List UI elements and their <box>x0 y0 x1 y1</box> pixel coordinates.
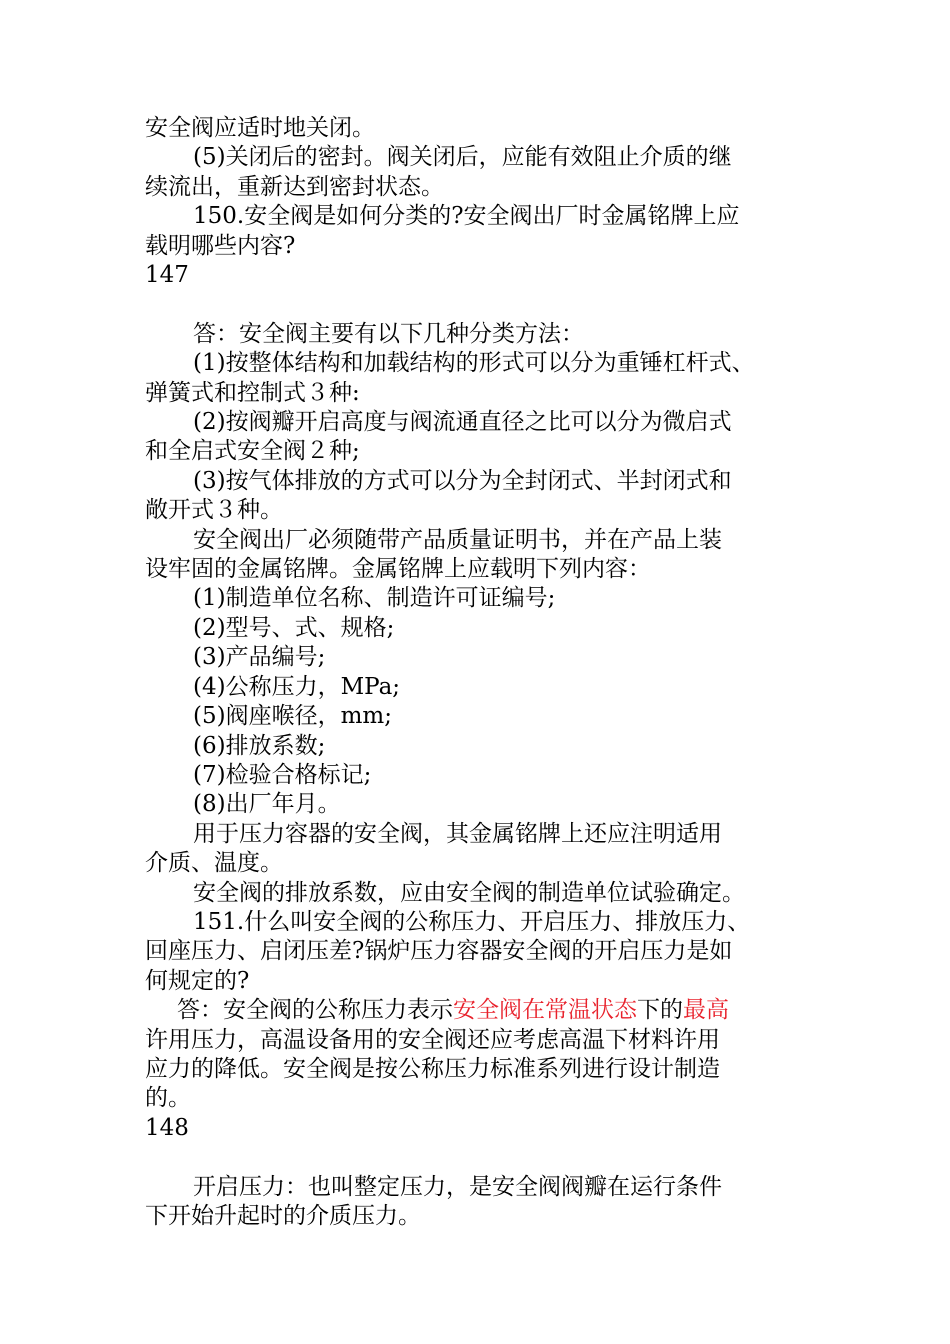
answer-line: 答：安全阀主要有以下几种分类方法： <box>193 320 584 347</box>
list-item: 和全启式安全阀２种; <box>145 438 360 465</box>
question-heading: 151.什么叫安全阀的公称压力、开启压力、排放压力、 <box>193 908 751 935</box>
list-item: (8)出厂年月。 <box>193 791 341 818</box>
answer-line <box>145 996 820 1025</box>
list-item: 弹簧式和控制式３种: <box>145 379 360 406</box>
paragraph-line: 的。 <box>145 1085 191 1112</box>
answer-text: 下的 <box>637 997 683 1024</box>
paragraph-line: 用于压力容器的安全阀，其金属铭牌上还应注明适用 <box>193 820 722 847</box>
paragraph-line: (5)关闭后的密封。阀关闭后，应能有效阻止介质的继 <box>193 144 732 171</box>
list-item: (4)公称压力，MPa; <box>193 673 401 700</box>
highlighted-text: 最高 <box>683 997 729 1024</box>
question-heading: 何规定的? <box>145 967 250 994</box>
blank-line <box>145 290 820 319</box>
list-item: (5)阀座喉径，mm; <box>193 703 392 730</box>
list-item: (2)型号、式、规格; <box>193 614 395 641</box>
paragraph-line: 设牢固的金属铭牌。金属铭牌上应载明下列内容： <box>145 556 651 583</box>
list-item: (6)排放系数; <box>193 732 326 759</box>
paragraph-line: 安全阀应适时地关闭。 <box>145 115 375 141</box>
paragraph-line: 安全阀的排放系数，应由安全阀的制造单位试验确定。 <box>193 879 745 906</box>
highlighted-text: 安全阀在常温状态 <box>453 997 637 1024</box>
paragraph-line: 安全阀出厂必须随带产品质量证明书，并在产品上装 <box>193 526 722 553</box>
paragraph-line: 许用压力，高温设备用的安全阀还应考虑高温下材料许用 <box>145 1026 720 1053</box>
paragraph-line: 下开始升起时的介质压力。 <box>145 1203 421 1229</box>
page-number: 148 <box>145 1114 189 1141</box>
question-heading: 载明哪些内容? <box>145 232 296 259</box>
paragraph-line: 介质、温度。 <box>145 850 283 877</box>
list-item: (1)按整体结构和加载结构的形式可以分为重锤杠杆式、 <box>193 350 755 377</box>
paragraph-line: 应力的降低。安全阀是按公称压力标准系列进行设计制造 <box>145 1055 720 1082</box>
answer-text: 答：安全阀的公称压力表示 <box>177 997 453 1024</box>
paragraph-line: 开启压力：也叫整定压力，是安全阀阀瓣在运行条件 <box>193 1173 722 1200</box>
list-item: 敞开式３种。 <box>145 497 283 524</box>
list-item: (1)制造单位名称、制造许可证编号; <box>193 585 556 612</box>
question-heading: 150.安全阀是如何分类的?安全阀出厂时金属铭牌上应 <box>193 203 740 230</box>
list-item: (7)检验合格标记; <box>193 761 372 788</box>
list-item: (3)按气体排放的方式可以分为全封闭式、半封闭式和 <box>193 467 732 494</box>
paragraph-line: 续流出，重新达到密封状态。 <box>145 173 444 200</box>
list-item: (3)产品编号; <box>193 644 326 671</box>
list-item: (2)按阀瓣开启高度与阀流通直径之比可以分为微启式 <box>193 409 732 436</box>
question-heading: 回座压力、启闭压差?锅炉压力容器安全阀的开启压力是如 <box>145 938 733 965</box>
blank-line <box>145 1143 820 1172</box>
page-number: 147 <box>145 262 189 289</box>
